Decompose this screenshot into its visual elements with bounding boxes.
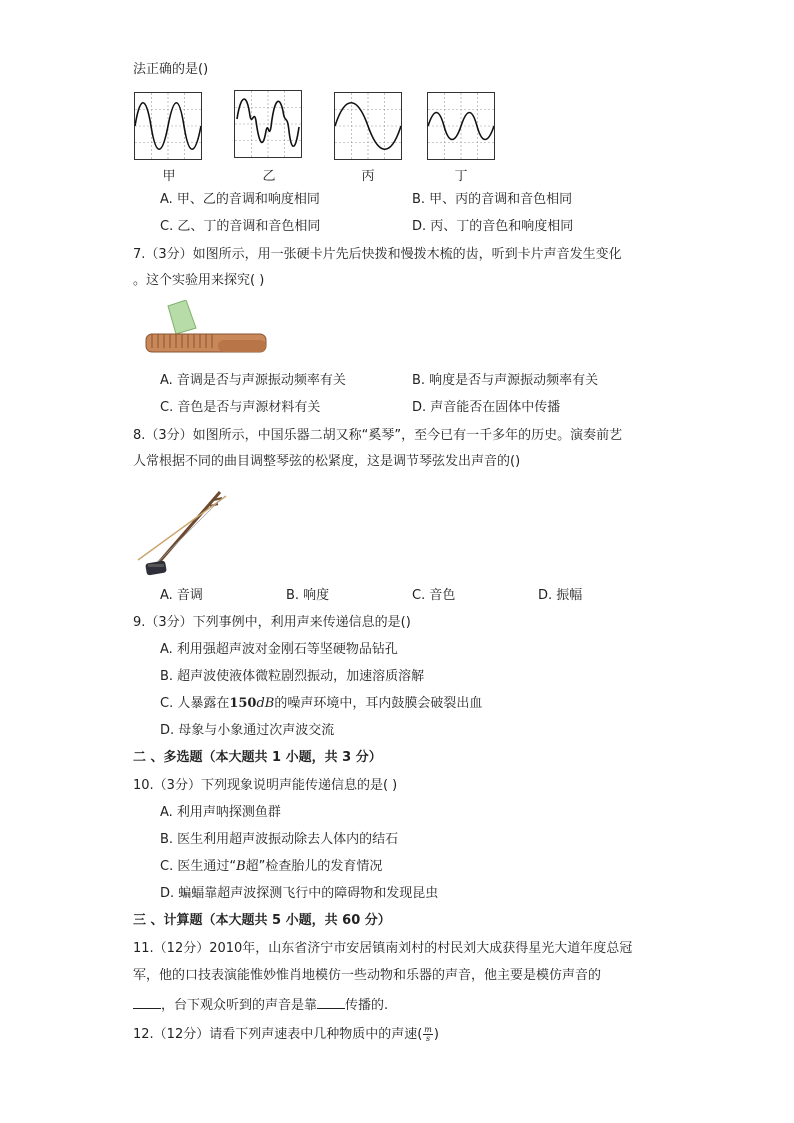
q12-stem-text: 12.（12分）请看下列声速表中几种物质中的声速( [133, 1027, 423, 1042]
waveform-label-jia: 甲 [162, 169, 176, 184]
section-heading-calculation: 三 、计算题（本大题共 5 小题，共 60 分） [133, 913, 391, 928]
waveform-label-bing: 丙 [361, 169, 375, 184]
waveform-jia [134, 92, 202, 160]
section-heading-multi-choice: 二 、多选题（本大题共 1 小题，共 3 分） [133, 750, 382, 765]
q9-option-c[interactable] [160, 695, 482, 713]
q10-option-c[interactable] [160, 858, 382, 876]
q10-option-c-pre: C. 医生通过“ [160, 859, 237, 874]
q10-option-c-post: 超”检查胎儿的发育情况 [245, 859, 383, 874]
comb-card-figure [142, 300, 272, 362]
q12-unit-numerator: m [424, 1025, 432, 1034]
q6-option-d[interactable]: D. 丙、丁的音色和响度相同 [412, 219, 574, 234]
q10-option-c-var: B [236, 859, 246, 874]
q7-option-a[interactable]: A. 音调是否与声源振动频率有关 [160, 373, 346, 388]
q6-option-a[interactable]: A. 甲、乙的音调和响度相同 [160, 192, 320, 207]
q10-option-a[interactable]: A. 利用声呐探测鱼群 [160, 805, 281, 820]
erhu-figure [136, 488, 228, 580]
waveform-ding [427, 92, 495, 160]
q8-option-c[interactable]: C. 音色 [412, 588, 456, 603]
q10-option-b[interactable]: B. 医生利用超声波振动除去人体内的结石 [160, 832, 399, 847]
q11-stem-line2: 军，他的口技表演能惟妙惟肖地模仿一些动物和乐器的声音，他主要是模仿声音的 [133, 968, 602, 983]
q8-stem-line1: 8.（3分）如图所示，中国乐器二胡又称“奚琴”，至今已有一千多年的历史。演奏前艺 [133, 428, 623, 443]
waveform-yi [234, 90, 302, 158]
q12-stem [133, 1026, 439, 1044]
q12-stem-close: ) [433, 1027, 439, 1042]
q7-stem-line2: 。这个实验用来探究( ) [133, 273, 265, 288]
q11-stem-line1: 11.（12分）2010年，山东省济宁市安居镇南刘村的村民刘大成获得星光大道年度总冠 [133, 941, 633, 956]
q9-option-c-post: 的噪声环境中，耳内鼓膜会破裂出血 [274, 696, 483, 711]
q9-option-c-unit: dB [256, 696, 275, 711]
q9-option-c-number: 150 [229, 696, 257, 711]
q8-stem-line2: 人常根据不同的曲目调整琴弦的松紧度，这是调节琴弦发出声音的() [133, 454, 521, 469]
q9-option-c-pre: C. 人暴露在 [160, 696, 230, 711]
q10-option-d[interactable]: D. 蝙蝠靠超声波探测飞行中的障碍物和发现昆虫 [160, 886, 439, 901]
q7-stem-line1: 7.（3分）如图所示，用一张硬卡片先后快拨和慢拨木梳的齿，听到卡片声音发生变化 [133, 247, 622, 262]
q8-option-b[interactable]: B. 响度 [286, 588, 330, 603]
q6-option-b[interactable]: B. 甲、丙的音调和音色相同 [412, 192, 573, 207]
q9-stem: 9.（3分）下列事例中，利用声来传递信息的是() [133, 615, 411, 630]
q9-option-a[interactable]: A. 利用强超声波对金刚石等坚硬物品钻孔 [160, 642, 398, 657]
q7-option-c[interactable]: C. 音色是否与声源材料有关 [160, 400, 321, 415]
q11-blank-2[interactable] [317, 995, 345, 1009]
q11-blank-1[interactable] [133, 995, 161, 1009]
q6-option-c[interactable]: C. 乙、丁的音调和音色相同 [160, 219, 321, 234]
waveform-label-ding: 丁 [454, 169, 468, 184]
q8-option-d[interactable]: D. 振幅 [538, 588, 583, 603]
q8-option-a[interactable]: A. 音调 [160, 588, 203, 603]
q9-option-d[interactable]: D. 母象与小象通过次声波交流 [160, 723, 335, 738]
q9-option-b[interactable]: B. 超声波使液体微粒剧烈振动，加速溶质溶解 [160, 669, 425, 684]
q11-line3-mid: ，台下观众听到的声音是靠 [161, 998, 318, 1013]
q12-unit-denominator: s [426, 1034, 431, 1043]
waveform-label-yi: 乙 [262, 169, 276, 184]
q11-line3-end: 传播的. [345, 998, 389, 1013]
q10-stem: 10.（3分）下列现象说明声能传递信息的是( ) [133, 778, 398, 793]
q7-option-b[interactable]: B. 响度是否与声源振动频率有关 [412, 373, 599, 388]
q11-stem-line3 [133, 995, 388, 1015]
q6-stem: 法正确的是() [133, 62, 209, 77]
q7-option-d[interactable]: D. 声音能否在固体中传播 [412, 400, 561, 415]
waveform-bing [334, 92, 402, 160]
q12-unit-fraction [423, 1026, 433, 1043]
